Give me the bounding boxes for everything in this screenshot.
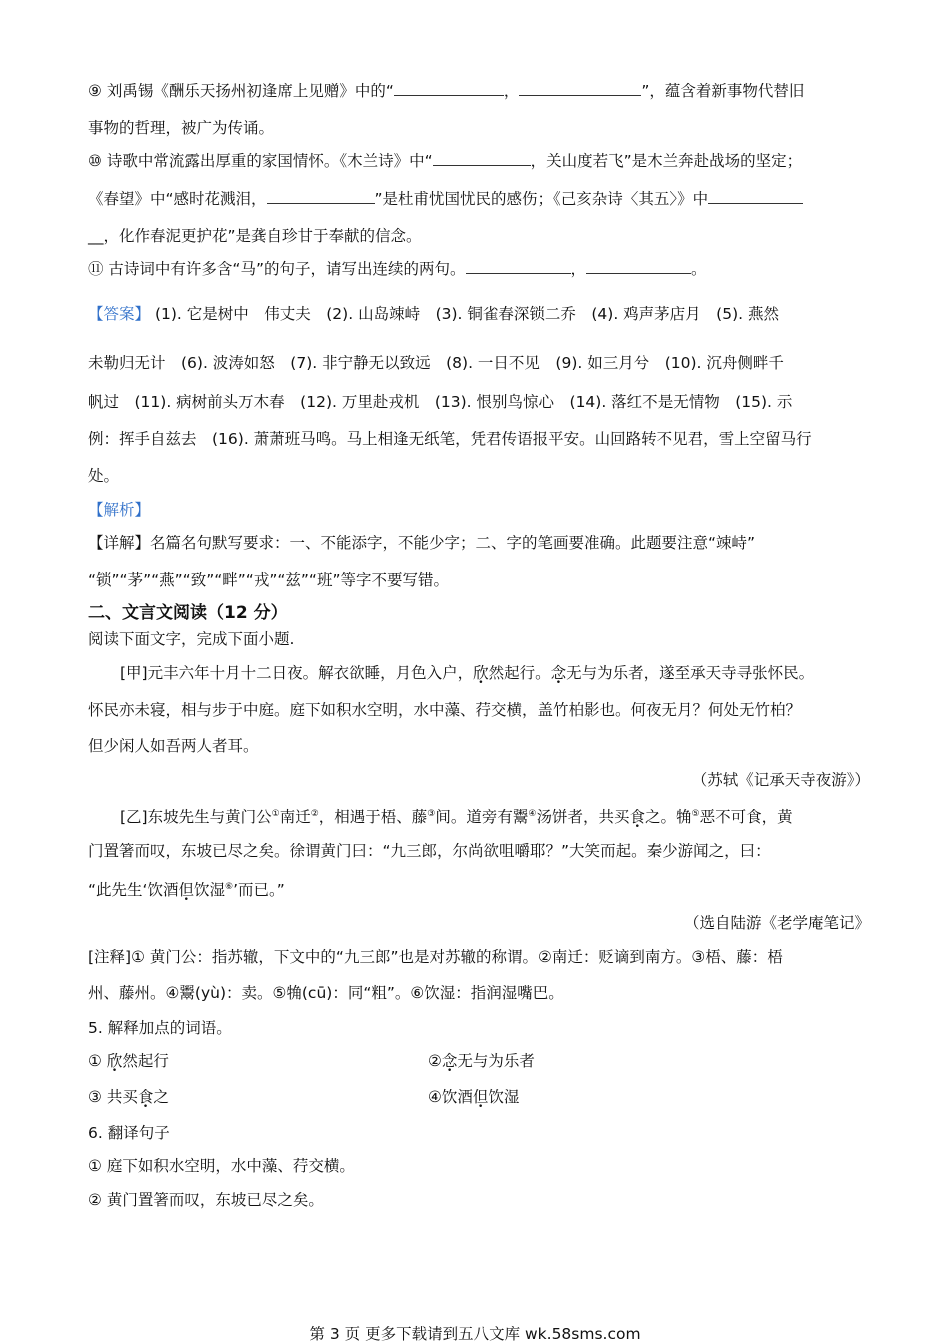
answer-line1 <box>88 303 870 325</box>
yi-line1 <box>120 803 870 828</box>
q9-text-2: ”，蕴含着新事物代替旧 <box>641 82 805 100</box>
yi-note-5: ⑤ <box>691 809 700 819</box>
q5-i3-num: ③ 共买 <box>88 1088 138 1106</box>
q9-blank-2[interactable] <box>519 81 641 96</box>
q10-text-4: ”是杜甫忧国忧民的感伤；《己亥杂诗〈其五〉》中 <box>374 190 709 208</box>
answer-line2: 未勒归无计 (6). 波涛如怒 (7). 非宁静无以致远 (8). 一日不见 (9). 如三月兮 (10). 沉舟侧畔千 <box>88 354 784 372</box>
q9-comma: ， <box>503 82 520 100</box>
notes-line2: 州、藤州。④鬻(yù)：卖。⑤觕(cū)：同“粗”。⑥饮湿：指润湿嘴巴。 <box>88 984 564 1002</box>
q5-row2 <box>88 1086 870 1108</box>
yi-text-c: ，相遇于梧、藤 <box>318 808 428 827</box>
q5-i2-num: ② <box>428 1052 442 1070</box>
yi-text-h: 恶不可食，黄 <box>699 808 793 827</box>
q5-row1 <box>88 1050 870 1072</box>
q5-i3-rest: 之 <box>153 1088 169 1106</box>
q9-blank-1[interactable] <box>394 81 504 96</box>
yi-text-b: 南迁 <box>279 808 311 827</box>
jia-source: （苏轼《记承天寺夜游》） <box>691 771 870 789</box>
yi-line3 <box>88 876 870 901</box>
q10-text-3: 《春望》中“感时花溅泪， <box>88 190 267 208</box>
yi-note-6: ⑥ <box>225 882 234 892</box>
answer-line5: 处。 <box>88 467 120 485</box>
jia-line1 <box>120 662 870 684</box>
section-instruction: 阅读下面文字，完成下面小题. <box>88 630 295 648</box>
yi-source: （选自陆游《老学庵笔记》 <box>683 914 870 932</box>
analysis-line2: “锁”“茅”“燕”“致”“畔”“戎”“兹”“班”等字不要写错。 <box>88 571 449 589</box>
jia-dotted-nian: 念 <box>550 664 567 682</box>
notes-line1: [注释]① 黄门公：指苏辙，下文中的“九三郎”也是对苏辙的称谓。②南迁：贬谪到南方。③梧、藤：梧 <box>88 948 783 966</box>
q9-line2: 事物的哲理，被广为传诵。 <box>88 119 275 137</box>
q6-item-2: ② 黄门置箸而叹，东坡已尽之矣。 <box>88 1191 324 1209</box>
jia-line3: 但少闲人如吾两人者耳。 <box>88 737 259 755</box>
q5-i2-dotted: 念 <box>441 1052 458 1070</box>
yi-line2: 门置箸而叹，东坡已尽之矣。徐谓黄门曰：“九三郎，尔尚欲咀嚼耶？”大笑而起。秦少游闻之，曰： <box>88 842 771 860</box>
section-title: 二、文言文阅读（12 分） <box>88 603 288 623</box>
q10-line1 <box>88 150 870 172</box>
q11-period: 。 <box>691 260 707 278</box>
jia-line2: 怀民亦未寝，相与步于中庭。庭下如积水空明，水中藻、荇交横，盖竹柏影也。何夜无月？何处无竹柏？ <box>88 701 802 719</box>
yi-text-a: [乙]东坡先生与黄门公 <box>120 808 272 827</box>
q5-item-4 <box>428 1086 519 1108</box>
q10-text: ⑩ 诗歌中常流露出厚重的家国情怀。《木兰诗》中“ <box>88 152 433 170</box>
analysis-line1: 【详解】名篇名句默写要求：一、不能添字，不能少字；二、字的笔画要准确。此题要注意“竦峙” <box>88 534 756 552</box>
yi-text-3a: “此先生‘饮酒 <box>88 881 179 900</box>
jia-dotted-xin: 欣 <box>473 664 489 682</box>
q5-title: 5. 解释加点的词语。 <box>88 1019 232 1037</box>
yi-text-g: 之。觕 <box>645 808 692 827</box>
analysis-label: 【解析】 <box>88 501 151 519</box>
q5-item-1 <box>88 1052 169 1070</box>
q5-i1-dotted: 欣 <box>106 1052 123 1070</box>
q9-text: ⑨ 刘禹锡《酬乐天扬州初逢席上见赠》中的“ <box>88 82 394 100</box>
yi-note-3: ③ <box>427 809 436 819</box>
q10-blank-1[interactable] <box>433 151 531 166</box>
page-footer: 第 3 页 更多下载请到五八文库 wk.58sms.com <box>309 1325 641 1343</box>
q5-i4-dotted: 但 <box>472 1088 489 1106</box>
q5-i1-num: ① <box>88 1052 107 1070</box>
q11-comma: ， <box>570 260 587 278</box>
q10-line2 <box>88 188 870 210</box>
yi-dotted-shi: 食 <box>629 808 645 827</box>
yi-note-4: ④ <box>528 809 537 819</box>
q5-i4-num: ④饮酒 <box>428 1088 473 1106</box>
q11-blank-1[interactable] <box>466 259 571 274</box>
answer-label: 【答案】 <box>88 305 151 323</box>
yi-text-e: 汤饼者，共买 <box>536 808 630 827</box>
q11-line <box>88 258 870 280</box>
jia-text-a: [甲]元丰六年十月十二日夜。解衣欲睡，月色入户， <box>120 664 474 682</box>
q11-blank-2[interactable] <box>586 259 691 274</box>
q10-text-2: ，关山度若飞”是木兰奔赴战场的坚定； <box>530 152 803 170</box>
answer-text-1: (1). 它是树中 伟丈夫 (2). 山岛竦峙 (3). 铜雀春深锁二乔 (4). 鸡声茅店月 (5). 燕然 <box>150 305 779 323</box>
q5-item-2 <box>428 1050 535 1072</box>
q6-title: 6. 翻译句子 <box>88 1124 170 1142</box>
yi-text-3c: 饮湿 <box>193 881 225 900</box>
answer-line3: 帆过 (11). 病树前头万木春 (12). 万里赴戎机 (13). 恨别鸟惊心 (14). 落红不是无情物 (15). 示 <box>88 393 793 411</box>
yi-note-1: ① <box>271 809 280 819</box>
q5-item-3 <box>88 1088 169 1106</box>
q5-i3-dotted: 食 <box>137 1088 154 1106</box>
q5-i1-rest: 然起行 <box>122 1052 169 1070</box>
q10-blank-2[interactable] <box>267 189 375 204</box>
q5-i2-rest: 无与为乐者 <box>457 1052 535 1070</box>
q5-i4-rest: 饮湿 <box>488 1088 520 1106</box>
yi-note-2: ② <box>310 809 319 819</box>
q10-line3: __，化作春泥更护花”是龚自珍甘于奉献的信念。 <box>88 227 422 245</box>
yi-text-3d: ’而已。” <box>233 881 285 900</box>
yi-dotted-dan: 但 <box>178 881 194 900</box>
answer-line4: 例：挥手自兹去 (16). 萧萧班马鸣。马上相逢无纸笔，凭君传语报平安。山回路转不见君，雪上空留马行 <box>88 430 812 448</box>
q10-blank-3[interactable] <box>708 189 803 204</box>
jia-text-e: 无与为乐者，遂至承天寺寻张怀民。 <box>566 664 815 682</box>
q9-line1 <box>88 80 870 102</box>
q11-text: ⑪ 古诗词中有许多含“马”的句子，请写出连续的两句。 <box>88 260 466 278</box>
q6-item-1: ① 庭下如积水空明，水中藻、荇交横。 <box>88 1157 355 1175</box>
jia-text-c: 然起行。 <box>488 664 551 682</box>
yi-text-d: 间。道旁有鬻 <box>435 808 529 827</box>
